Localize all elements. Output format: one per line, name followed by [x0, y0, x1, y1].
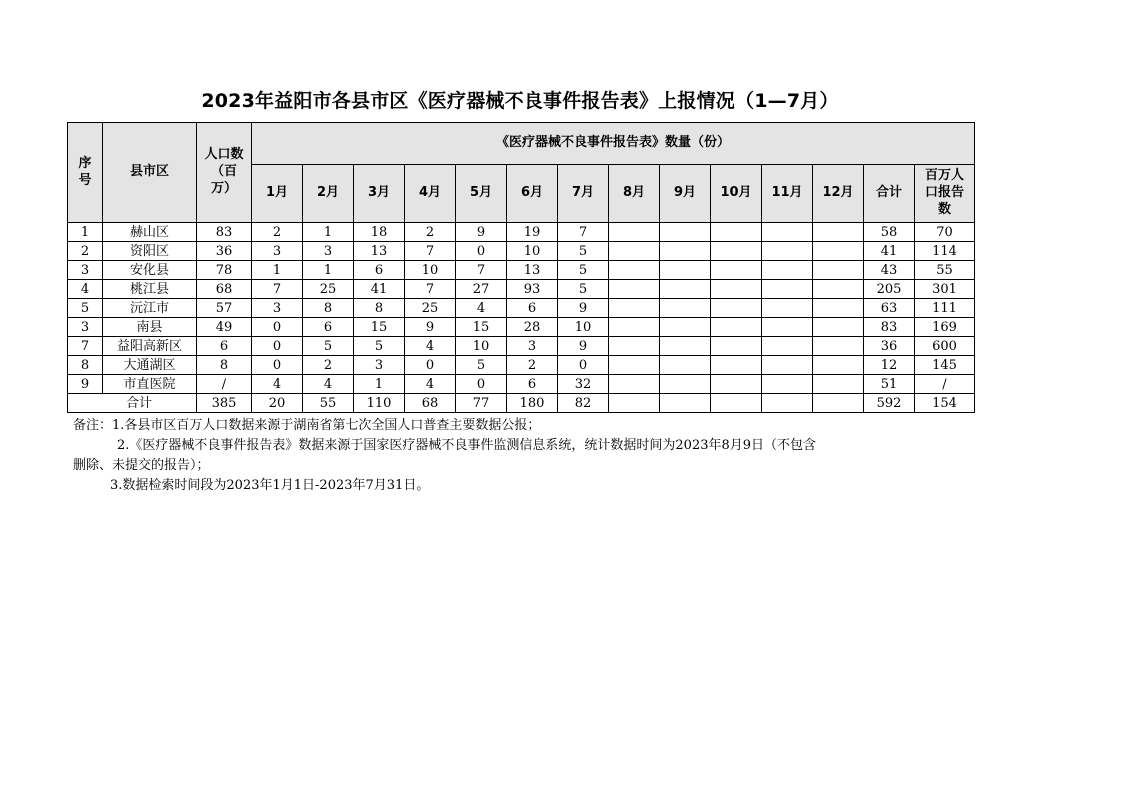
cell-month: 2 [252, 223, 303, 242]
cell-month [711, 261, 762, 280]
cell-month: 0 [252, 356, 303, 375]
table-row [68, 337, 975, 356]
cell-seq: 1 [68, 223, 103, 242]
table-row [68, 242, 975, 261]
cell-month: 32 [558, 375, 609, 394]
cell-total: 592 [864, 394, 915, 413]
cell-month: 25 [405, 299, 456, 318]
cell-population: 57 [197, 299, 252, 318]
cell-month: 15 [354, 318, 405, 337]
cell-month: 9 [558, 299, 609, 318]
cell-month: 10 [456, 337, 507, 356]
header-month: 11月 [762, 165, 813, 223]
cell-total: 36 [864, 337, 915, 356]
cell-month: 3 [252, 299, 303, 318]
cell-month: 4 [405, 375, 456, 394]
table-row [68, 280, 975, 299]
cell-month: 82 [558, 394, 609, 413]
cell-month: 5 [558, 242, 609, 261]
cell-month [813, 261, 864, 280]
cell-month [660, 394, 711, 413]
note-1: 备注：1.各县市区百万人口数据来源于湖南省第七次全国人口普查主要数据公报； [73, 418, 541, 433]
cell-month [813, 356, 864, 375]
cell-total: 58 [864, 223, 915, 242]
cell-per-million: 114 [915, 242, 975, 261]
header-seq: 序 号 [68, 123, 103, 223]
cell-month: 0 [456, 375, 507, 394]
header-month: 7月 [558, 165, 609, 223]
table-row [68, 375, 975, 394]
cell-month: 6 [507, 299, 558, 318]
cell-month: 7 [405, 280, 456, 299]
cell-month: 9 [405, 318, 456, 337]
header-total: 合计 [864, 165, 915, 223]
cell-month [762, 356, 813, 375]
header-report-count-group: 《医疗器械不良事件报告表》数量（份） [252, 123, 975, 165]
cell-month [762, 394, 813, 413]
cell-month [762, 280, 813, 299]
cell-month [609, 318, 660, 337]
cell-month [609, 356, 660, 375]
cell-month [813, 299, 864, 318]
cell-month: 7 [456, 261, 507, 280]
cell-month: 0 [456, 242, 507, 261]
cell-month: 2 [405, 223, 456, 242]
cell-per-million: 70 [915, 223, 975, 242]
cell-month [711, 337, 762, 356]
cell-month [711, 375, 762, 394]
cell-month: 0 [252, 318, 303, 337]
cell-month [711, 242, 762, 261]
cell-district: 安化县 [103, 261, 197, 280]
cell-month: 7 [558, 223, 609, 242]
cell-month: 6 [303, 318, 354, 337]
cell-month: 3 [507, 337, 558, 356]
cell-month: 41 [354, 280, 405, 299]
cell-month: 4 [405, 337, 456, 356]
cell-district: 南县 [103, 318, 197, 337]
table-row [68, 299, 975, 318]
cell-month [660, 223, 711, 242]
cell-month: 1 [303, 223, 354, 242]
cell-month: 10 [507, 242, 558, 261]
cell-month [660, 337, 711, 356]
cell-month: 1 [303, 261, 354, 280]
cell-month: 0 [252, 337, 303, 356]
note-2-continued: 删除、未提交的报告）； [73, 458, 210, 473]
cell-month: 110 [354, 394, 405, 413]
cell-month: 0 [405, 356, 456, 375]
cell-month: 6 [354, 261, 405, 280]
cell-month: 2 [303, 356, 354, 375]
cell-month [609, 223, 660, 242]
cell-total: 51 [864, 375, 915, 394]
report-table [67, 122, 975, 413]
header-district: 县市区 [103, 123, 197, 223]
cell-month [660, 280, 711, 299]
cell-month: 20 [252, 394, 303, 413]
cell-total: 63 [864, 299, 915, 318]
cell-month [762, 223, 813, 242]
cell-month: 55 [303, 394, 354, 413]
cell-month [762, 375, 813, 394]
cell-month [711, 299, 762, 318]
cell-month [660, 261, 711, 280]
cell-month: 18 [354, 223, 405, 242]
cell-month [711, 280, 762, 299]
cell-population: 385 [197, 394, 252, 413]
cell-per-million: / [915, 375, 975, 394]
cell-district: 沅江市 [103, 299, 197, 318]
cell-month [660, 242, 711, 261]
cell-month [813, 337, 864, 356]
cell-month [762, 261, 813, 280]
cell-seq: 9 [68, 375, 103, 394]
cell-month [609, 299, 660, 318]
cell-month: 10 [405, 261, 456, 280]
table-row [68, 356, 975, 375]
cell-month: 4 [303, 375, 354, 394]
cell-month [813, 375, 864, 394]
table-body [68, 223, 975, 413]
cell-month: 2 [507, 356, 558, 375]
header-population: 人口数 （百 万） [197, 123, 252, 223]
table-total-row [68, 394, 975, 413]
cell-month [609, 337, 660, 356]
cell-month: 13 [507, 261, 558, 280]
cell-month: 5 [558, 261, 609, 280]
cell-total: 205 [864, 280, 915, 299]
cell-month [762, 242, 813, 261]
cell-month [711, 318, 762, 337]
cell-total: 41 [864, 242, 915, 261]
cell-district: 桃江县 [103, 280, 197, 299]
table-row [68, 261, 975, 280]
cell-total: 43 [864, 261, 915, 280]
cell-per-million: 301 [915, 280, 975, 299]
table-row [68, 318, 975, 337]
cell-month: 3 [252, 242, 303, 261]
cell-seq: 3 [68, 318, 103, 337]
cell-population: 36 [197, 242, 252, 261]
cell-month [813, 223, 864, 242]
cell-district: 赫山区 [103, 223, 197, 242]
header-month: 9月 [660, 165, 711, 223]
cell-month: 77 [456, 394, 507, 413]
header-month: 2月 [303, 165, 354, 223]
cell-per-million: 169 [915, 318, 975, 337]
header-month: 10月 [711, 165, 762, 223]
header-per-million: 百万人 口报告 数 [915, 165, 975, 223]
cell-month: 1 [252, 261, 303, 280]
cell-population: 83 [197, 223, 252, 242]
cell-month [813, 394, 864, 413]
cell-month: 8 [303, 299, 354, 318]
cell-month: 180 [507, 394, 558, 413]
cell-month [660, 299, 711, 318]
cell-seq: 5 [68, 299, 103, 318]
page-title: 2023年益阳市各县市区《医疗器械不良事件报告表》上报情况（1—7月） [201, 90, 839, 112]
cell-month: 3 [354, 356, 405, 375]
cell-month [609, 261, 660, 280]
cell-district: 市直医院 [103, 375, 197, 394]
cell-month [660, 318, 711, 337]
header-month: 8月 [609, 165, 660, 223]
cell-seq: 3 [68, 261, 103, 280]
cell-population: 78 [197, 261, 252, 280]
cell-month [762, 299, 813, 318]
cell-month: 13 [354, 242, 405, 261]
cell-per-million: 154 [915, 394, 975, 413]
cell-month: 93 [507, 280, 558, 299]
cell-month: 1 [354, 375, 405, 394]
cell-per-million: 600 [915, 337, 975, 356]
cell-month [762, 337, 813, 356]
cell-per-million: 145 [915, 356, 975, 375]
cell-seq: 2 [68, 242, 103, 261]
cell-month [711, 356, 762, 375]
cell-month: 6 [507, 375, 558, 394]
cell-month: 27 [456, 280, 507, 299]
cell-month [762, 318, 813, 337]
cell-month: 0 [558, 356, 609, 375]
cell-month [711, 223, 762, 242]
cell-district: 大通湖区 [103, 356, 197, 375]
note-2: 2.《医疗器械不良事件报告表》数据来源于国家医疗器械不良事件监测信息系统，统计数据时间为2023年8月9日（不包含 [117, 438, 817, 453]
header-month: 4月 [405, 165, 456, 223]
cell-month [609, 375, 660, 394]
cell-seq: 4 [68, 280, 103, 299]
cell-month: 5 [558, 280, 609, 299]
cell-month: 10 [558, 318, 609, 337]
cell-month [813, 280, 864, 299]
cell-total-label: 合计 [68, 394, 197, 413]
cell-month [660, 356, 711, 375]
cell-month: 8 [354, 299, 405, 318]
cell-seq: 7 [68, 337, 103, 356]
cell-month: 28 [507, 318, 558, 337]
cell-population: 68 [197, 280, 252, 299]
cell-month: 19 [507, 223, 558, 242]
cell-month: 68 [405, 394, 456, 413]
cell-month: 9 [558, 337, 609, 356]
cell-month [609, 242, 660, 261]
cell-month: 15 [456, 318, 507, 337]
cell-month [609, 280, 660, 299]
cell-month: 4 [252, 375, 303, 394]
cell-month: 4 [456, 299, 507, 318]
cell-month [660, 375, 711, 394]
cell-population: 6 [197, 337, 252, 356]
cell-district: 资阳区 [103, 242, 197, 261]
cell-month: 9 [456, 223, 507, 242]
notes [73, 416, 973, 496]
cell-population: 8 [197, 356, 252, 375]
cell-population: / [197, 375, 252, 394]
table-header [68, 123, 975, 223]
cell-month [609, 394, 660, 413]
cell-month: 3 [303, 242, 354, 261]
cell-month [813, 242, 864, 261]
cell-per-million: 55 [915, 261, 975, 280]
table-row [68, 223, 975, 242]
cell-per-million: 111 [915, 299, 975, 318]
note-3: 3.数据检索时间段为2023年1月1日-2023年7月31日。 [110, 478, 430, 493]
cell-month: 7 [252, 280, 303, 299]
cell-month: 7 [405, 242, 456, 261]
header-month: 6月 [507, 165, 558, 223]
cell-district: 益阳高新区 [103, 337, 197, 356]
cell-month: 5 [456, 356, 507, 375]
cell-month: 5 [354, 337, 405, 356]
cell-month: 5 [303, 337, 354, 356]
header-month: 5月 [456, 165, 507, 223]
cell-total: 83 [864, 318, 915, 337]
cell-month [711, 394, 762, 413]
cell-month: 25 [303, 280, 354, 299]
header-month: 1月 [252, 165, 303, 223]
cell-total: 12 [864, 356, 915, 375]
header-month: 12月 [813, 165, 864, 223]
cell-population: 49 [197, 318, 252, 337]
header-month: 3月 [354, 165, 405, 223]
cell-month [813, 318, 864, 337]
cell-seq: 8 [68, 356, 103, 375]
